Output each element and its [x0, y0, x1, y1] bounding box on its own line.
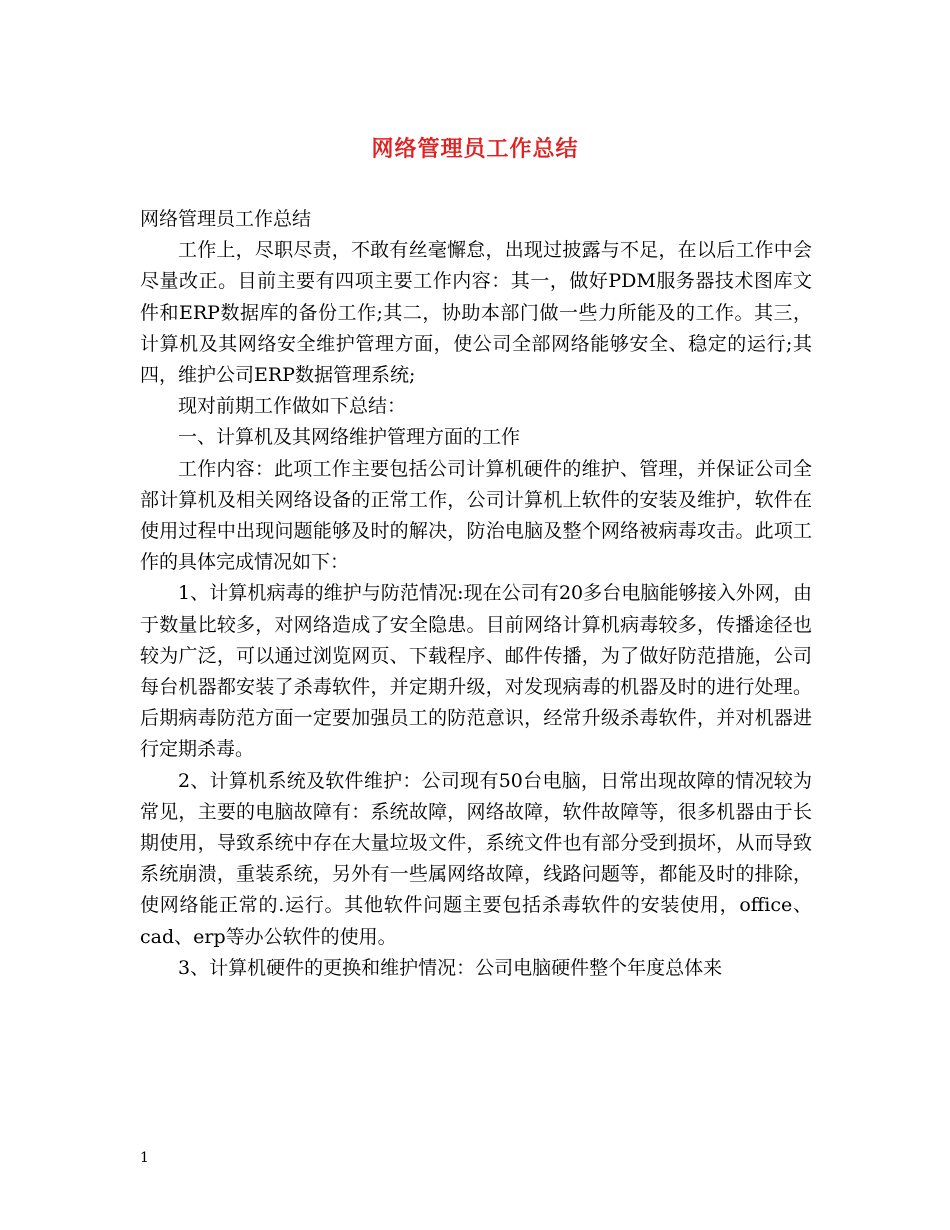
paragraph: 1、计算机病毒的维护与防范情况:现在公司有20多台电脑能够接入外网，由于数量比较多，对网络造成了安全隐患。目前网络计算机病毒较多，传播途径也较为广泛，可以通过浏览网页、下载程序、邮件传播，为了做好防范措施，公司每台机器都安装了杀毒软件，并定期升级，对发现病毒的机器及时的进行处理。后期病毒防范方面一定要加强员工的防范意识，经常升级杀毒软件，并对机器进行定期杀毒。	[140, 582, 812, 761]
paragraph: 3、计算机硬件的更换和维护情况：公司电脑硬件整个年度总体来	[178, 956, 723, 979]
document-body	[140, 204, 812, 984]
paragraph: 现对前期工作做如下总结：	[178, 395, 407, 418]
paragraph: 工作上，尽职尽责，不敢有丝毫懈怠，出现过披露与不足，在以后工作中会尽量改正。目前主要有四项主要工作内容：其一，做好PDM服务器技术图库文件和ERP数据库的备份工作;其二，协助本部门做一些力所能及的工作。其三，计算机及其网络安全维护管理方面，使公司全部网络能够安全、稳定的运行;其四，维护公司ERP数据管理系统;	[140, 239, 812, 387]
document-title: 网络管理员工作总结	[371, 136, 579, 162]
paragraph: 工作内容：此项工作主要包括公司计算机硬件的维护、管理，并保证公司全部计算机及相关网络设备的正常工作，公司计算机上软件的安装及维护，软件在使用过程中出现问题能够及时的解决，防治电脑及整个网络被病毒攻击。此项工作的具体完成情况如下：	[140, 457, 812, 574]
paragraph: 2、计算机系统及软件维护：公司现有50台电脑，日常出现故障的情况较为常见，主要的电脑故障有：系统故障，网络故障，软件故障等，很多机器由于长期使用，导致系统中存在大量垃圾文件，系统文件也有部分受到损坏，从而导致系统崩溃，重装系统，另外有一些属网络故障，线路问题等，都能及时的排除，使网络能正常的.运行。其他软件问题主要包括杀毒软件的安装使用，office、cad、erp等办公软件的使用。	[140, 769, 812, 948]
paragraph: 网络管理员工作总结	[140, 208, 312, 230]
page-number: 1	[140, 1150, 149, 1166]
section-heading: 一、计算机及其网络维护管理方面的工作	[178, 426, 521, 449]
